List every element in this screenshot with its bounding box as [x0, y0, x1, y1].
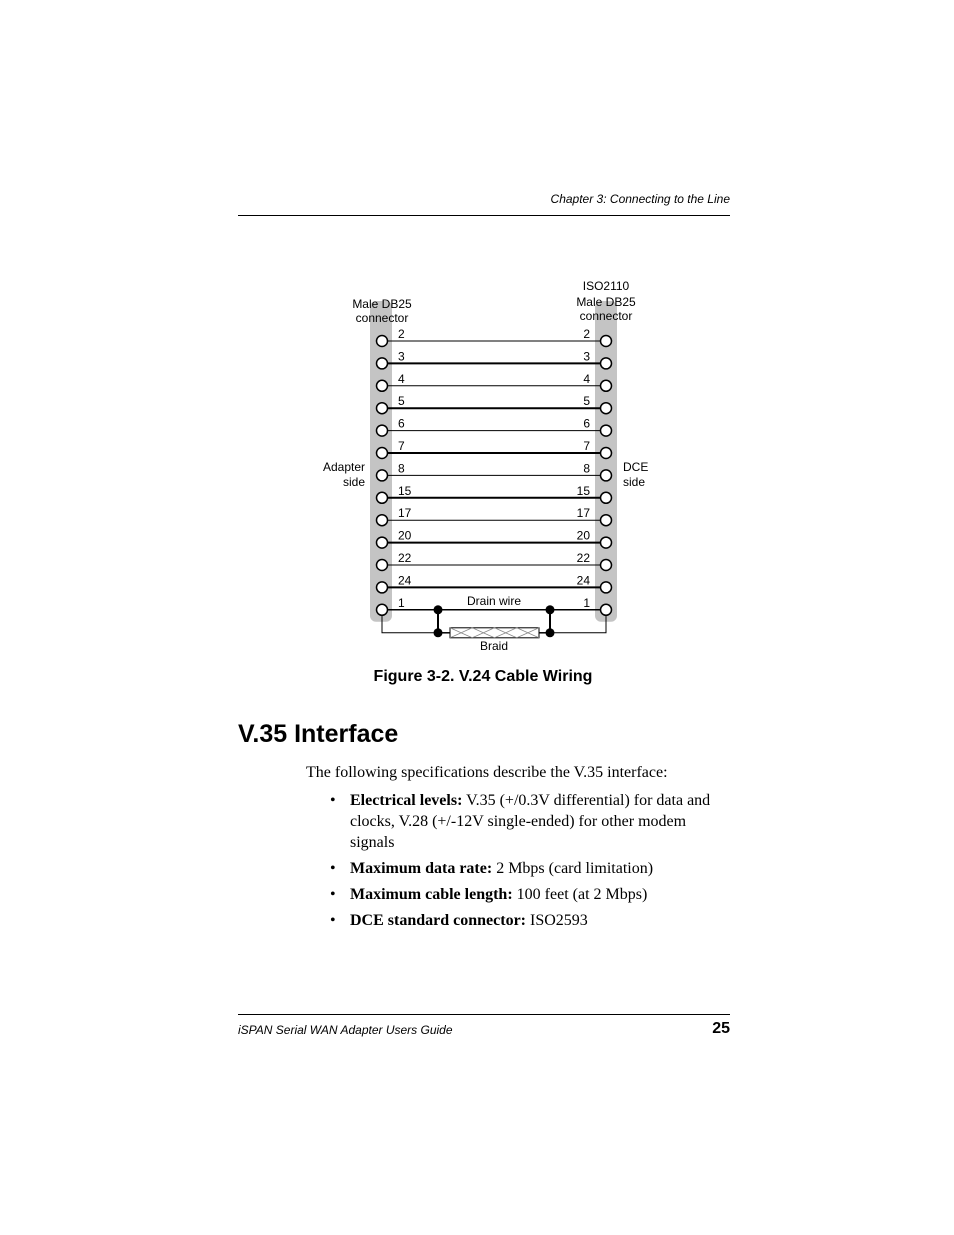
left-pin: [377, 537, 388, 548]
spec-item-electrical-levels: [330, 790, 730, 853]
right-pin-number: 1: [583, 595, 590, 610]
junction-dot: [546, 605, 555, 614]
spec-text: V.35 (+/0.3V differential) for data and clocks, V.28 (+/-12V single-ended) for other modem signals: [350, 792, 711, 851]
bullet-glyph: •: [330, 886, 336, 903]
right-pin-number: 15: [576, 483, 590, 498]
left-pin: [377, 358, 388, 369]
left-pin-number: 1: [398, 595, 405, 610]
right-pin: [601, 604, 612, 615]
right-pin: [601, 336, 612, 347]
spec-item-dce-connector: [330, 910, 730, 931]
right-pin-number: 6: [583, 416, 590, 431]
wires: [388, 341, 600, 587]
right-pin: [601, 515, 612, 526]
left-pin-number: 3: [398, 349, 405, 364]
left-pin: [377, 380, 388, 391]
bullet-glyph: •: [330, 792, 336, 809]
right-pin: [601, 403, 612, 414]
right-pin-number: 7: [583, 439, 590, 453]
pin-labels: [398, 327, 590, 610]
right-pin: [601, 358, 612, 369]
braid-label: Braid: [479, 639, 509, 653]
spec-list: [330, 790, 730, 936]
left-pin: [377, 515, 388, 526]
right-pin: [601, 492, 612, 503]
right-connector-label-line1: ISO2110: [582, 279, 630, 293]
right-pin: [601, 448, 612, 459]
right-pin: [601, 425, 612, 436]
right-pin-number: 24: [576, 573, 590, 588]
shield-wiring: [382, 605, 606, 638]
left-pin-number: 8: [398, 461, 405, 476]
right-pin: [601, 380, 612, 391]
left-pin: [377, 560, 388, 571]
left-pin: [377, 470, 388, 481]
right-pin-number: 3: [583, 349, 590, 364]
right-pin-number: 20: [576, 528, 590, 543]
spec-term: Maximum data rate:: [350, 860, 493, 877]
right-pin-number: 5: [583, 394, 590, 409]
right-connector-label-line3: connector: [579, 309, 633, 323]
cable-wiring-diagram: [300, 270, 660, 660]
left-pin-number: 6: [398, 416, 405, 431]
left-pin: [377, 604, 388, 615]
right-pin: [601, 470, 612, 481]
left-pin: [377, 425, 388, 436]
braid-shield: [450, 628, 539, 638]
right-pin: [601, 537, 612, 548]
spec-term: Maximum cable length:: [350, 886, 513, 903]
bullet-glyph: •: [330, 860, 336, 877]
spec-item-max-data-rate: [330, 858, 730, 879]
left-pin: [377, 336, 388, 347]
right-connector-label-line2: Male DB25: [576, 295, 636, 309]
drain-wire-label: Drain wire: [466, 594, 522, 608]
spec-text: 100 feet (at 2 Mbps): [512, 886, 648, 903]
right-pin-number: 8: [583, 461, 590, 476]
left-pin: [377, 582, 388, 593]
spec-item-max-cable-length: [330, 884, 730, 905]
left-pin-number: 20: [398, 528, 412, 543]
bullet-glyph: •: [330, 912, 336, 929]
adapter-side-label-line2: side: [342, 475, 365, 489]
left-connector-label-line2: connector: [355, 311, 409, 325]
header-rule: [238, 215, 730, 216]
right-connector-body: [595, 301, 617, 622]
spec-term: Electrical levels:: [350, 792, 463, 809]
left-pin-number: 24: [398, 573, 412, 588]
spec-term: DCE standard connector:: [350, 912, 526, 929]
right-pin-number: 17: [576, 506, 590, 521]
junction-dot: [434, 628, 443, 637]
left-pin-number: 5: [398, 394, 405, 409]
figure-caption: Figure 3-2. V.24 Cable Wiring: [373, 668, 593, 685]
left-pin: [377, 403, 388, 414]
section-intro: The following specifications describe the V.35 interface:: [306, 764, 668, 781]
page-number: 25: [712, 1020, 730, 1037]
left-connector-body: [370, 301, 392, 622]
right-pin-number: 4: [583, 371, 590, 386]
junction-dot: [546, 628, 555, 637]
right-pin-number: 22: [576, 551, 590, 565]
dce-side-label-line2: side: [623, 475, 646, 489]
left-pin: [377, 492, 388, 503]
spec-text: 2 Mbps (card limitation): [492, 860, 654, 877]
left-pin-number: 2: [398, 327, 405, 341]
spec-text: ISO2593: [526, 912, 588, 929]
running-header: Chapter 3: Connecting to the Line: [550, 192, 730, 206]
left-pin: [377, 448, 388, 459]
left-pin-number: 22: [398, 551, 412, 565]
right-pin-number: 2: [583, 327, 590, 341]
left-pin-number: 17: [398, 506, 412, 521]
section-title: V.35 Interface: [238, 720, 399, 748]
dce-side-label-line1: DCE: [623, 460, 649, 474]
footer-rule: [238, 1014, 730, 1015]
right-pin: [601, 560, 612, 571]
right-pin: [601, 582, 612, 593]
left-pin-number: 15: [398, 483, 412, 498]
left-connector-label-line1: Male DB25: [352, 297, 412, 311]
left-pin-number: 7: [398, 439, 405, 453]
footer-title: iSPAN Serial WAN Adapter Users Guide: [238, 1023, 453, 1037]
junction-dot: [434, 605, 443, 614]
left-pin-number: 4: [398, 371, 405, 386]
adapter-side-label-line1: Adapter: [322, 460, 365, 474]
